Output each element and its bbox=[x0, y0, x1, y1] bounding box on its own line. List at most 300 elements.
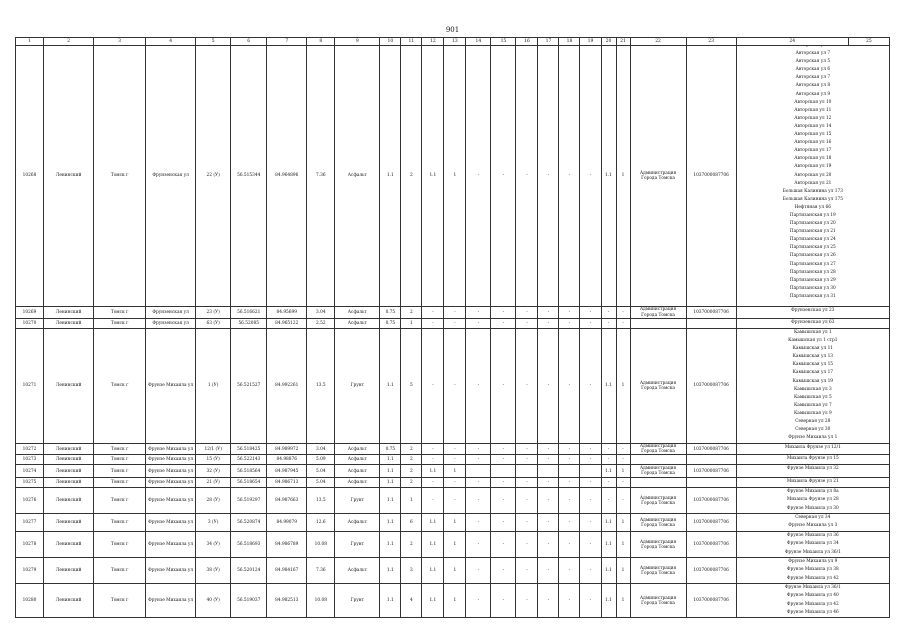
table-cell: - bbox=[601, 478, 616, 488]
address-item: Нефтяная ул 66 bbox=[794, 204, 831, 210]
table-cell: Администрация Города Томска bbox=[630, 465, 686, 478]
table-cell: 1 bbox=[401, 319, 422, 329]
table-row bbox=[16, 307, 890, 319]
table-cell: 1 bbox=[444, 558, 466, 584]
table-cell: 10271 bbox=[16, 329, 44, 444]
table-cell: - bbox=[580, 455, 601, 465]
table-cell: 1 bbox=[444, 465, 466, 478]
table-cell: 1037000087706 bbox=[686, 558, 736, 584]
table-cell: - bbox=[538, 455, 559, 465]
address-list-cell bbox=[736, 488, 889, 514]
table-cell: - bbox=[580, 584, 601, 618]
table-cell: - bbox=[466, 329, 491, 444]
table-cell: 10280 bbox=[16, 584, 44, 618]
table-cell: - bbox=[466, 307, 491, 319]
table-cell: - bbox=[491, 584, 516, 618]
table-cell: 5.04 bbox=[307, 465, 335, 478]
table-cell: 1.1 bbox=[422, 532, 444, 558]
table-cell: - bbox=[444, 329, 466, 444]
table-cell: 1.1 bbox=[380, 584, 401, 618]
column-header: 11 bbox=[401, 38, 422, 46]
table-cell: Фрунзе Михаила ул bbox=[146, 478, 196, 488]
table-cell: 1 bbox=[616, 532, 630, 558]
table-cell: - bbox=[580, 319, 601, 329]
address-item: Фрунзе Михаила ул 42 bbox=[786, 601, 839, 607]
table-cell: - bbox=[616, 488, 630, 514]
page-number: 901 bbox=[445, 26, 460, 34]
column-header: 25 bbox=[848, 38, 889, 46]
table-cell: Томск г bbox=[94, 455, 146, 465]
table-cell: 13.5 bbox=[307, 488, 335, 514]
table-cell: - bbox=[466, 488, 491, 514]
table-cell: - bbox=[559, 478, 580, 488]
table-cell: - bbox=[601, 444, 616, 455]
address-item: Михаила Фрунзе ул 12/1 bbox=[784, 445, 841, 450]
table-cell: 22 (У) bbox=[196, 46, 231, 307]
address-item: Партизанская ул 21 bbox=[789, 229, 836, 235]
address-item: Северная ул 34 bbox=[795, 515, 831, 521]
table-cell: - bbox=[444, 319, 466, 329]
table-row bbox=[16, 455, 890, 465]
address-list-cell bbox=[736, 46, 889, 307]
table-cell: - bbox=[580, 488, 601, 514]
table-cell: Грунт bbox=[335, 488, 380, 514]
table-cell: - bbox=[444, 488, 466, 514]
table-cell: - bbox=[538, 444, 559, 455]
address-item: Михаила Фрунзе ул 28 bbox=[786, 497, 839, 503]
address-item: Партизанская ул 19 bbox=[789, 212, 836, 218]
address-item: Камышская ул 17 bbox=[792, 370, 834, 376]
table-cell: - bbox=[616, 307, 630, 319]
table-cell: - bbox=[491, 558, 516, 584]
address-item: Камышская ул 15 bbox=[792, 362, 834, 368]
table-cell: 1.1 bbox=[601, 558, 616, 584]
table-cell: 84.99079 bbox=[267, 514, 307, 532]
address-item: Камышская ул 9 bbox=[793, 410, 832, 416]
table-cell: Томск г bbox=[94, 514, 146, 532]
table-cell bbox=[686, 478, 736, 488]
table-cell: Ленинский bbox=[44, 584, 94, 618]
table-cell: 7.36 bbox=[307, 558, 335, 584]
table-cell: 1 bbox=[616, 46, 630, 307]
table-cell: 84.982513 bbox=[267, 584, 307, 618]
table-cell: 1037000087706 bbox=[686, 514, 736, 532]
table-cell: Ленинский bbox=[44, 319, 94, 329]
address-item: Авторская ул 19 bbox=[794, 164, 832, 170]
table-cell: Ленинский bbox=[44, 307, 94, 319]
table-cell: - bbox=[444, 455, 466, 465]
column-header: 7 bbox=[267, 38, 307, 46]
address-item: Партизанская ул 29 bbox=[789, 277, 836, 283]
table-cell: 7.36 bbox=[307, 46, 335, 307]
table-cell: Грунт bbox=[335, 584, 380, 618]
table-cell: - bbox=[580, 444, 601, 455]
table-cell bbox=[516, 465, 538, 478]
table-cell: 56.518564 bbox=[231, 465, 267, 478]
table-cell: Администрация Города Томска bbox=[630, 307, 686, 319]
table-cell: 10277 bbox=[16, 514, 44, 532]
table-cell: 56.519037 bbox=[231, 584, 267, 618]
table-cell: Ленинский bbox=[44, 46, 94, 307]
table-cell: Томск г bbox=[94, 307, 146, 319]
table-cell: - bbox=[538, 319, 559, 329]
address-list-cell bbox=[736, 514, 889, 532]
table-cell: - bbox=[466, 514, 491, 532]
table-row bbox=[16, 584, 890, 618]
table-cell: 2 bbox=[401, 532, 422, 558]
table-cell: - bbox=[538, 584, 559, 618]
table-cell: Администрация Города Томска bbox=[630, 584, 686, 618]
table-cell: Томск г bbox=[94, 329, 146, 444]
address-item: Камышская ул 5 bbox=[793, 394, 832, 400]
table-cell: 10279 bbox=[16, 558, 44, 584]
table-cell: 3.04 bbox=[307, 307, 335, 319]
table-cell: 1 bbox=[444, 532, 466, 558]
address-item: Фрунзе Михаила ул 34 bbox=[786, 541, 839, 547]
table-cell: - bbox=[422, 488, 444, 514]
table-cell: Томск г bbox=[94, 532, 146, 558]
column-header: 1 bbox=[16, 38, 44, 46]
table-cell: - bbox=[516, 514, 538, 532]
table-cell: Ленинский bbox=[44, 465, 94, 478]
address-item: Партизанская ул 26 bbox=[789, 253, 836, 259]
table-cell: - bbox=[491, 514, 516, 532]
table-row bbox=[16, 465, 890, 478]
address-item: Северная ул 28 bbox=[795, 419, 831, 425]
address-item: Партизанская ул 24 bbox=[789, 237, 836, 243]
table-cell: Администрация Города Томска bbox=[630, 488, 686, 514]
table-cell: Ленинский bbox=[44, 478, 94, 488]
table-cell: - bbox=[601, 307, 616, 319]
table-cell: - bbox=[580, 558, 601, 584]
address-item: Партизанская ул 25 bbox=[789, 245, 836, 251]
address-item: Большая Калинина ул 173 bbox=[782, 188, 843, 194]
table-cell: - bbox=[444, 307, 466, 319]
table-cell: 10268 bbox=[16, 46, 44, 307]
table-cell: 0.75 bbox=[380, 319, 401, 329]
column-header: 15 bbox=[491, 38, 516, 46]
table-cell: Фрунзе Михаила ул bbox=[146, 455, 196, 465]
address-item: Фрунзе Михаила ул 36 bbox=[786, 533, 839, 539]
column-header: 14 bbox=[466, 38, 491, 46]
column-header: 18 bbox=[559, 38, 580, 46]
address-item: Фрунзе Михаила ул 42 bbox=[786, 575, 839, 581]
table-cell: - bbox=[616, 444, 630, 455]
table-cell: Томск г bbox=[94, 584, 146, 618]
table-cell: - bbox=[538, 488, 559, 514]
address-item: Фрунзе Михаила ул 1 bbox=[788, 435, 838, 441]
table-cell: 1.1 bbox=[601, 465, 616, 478]
address-item: Авторская ул 11 bbox=[794, 107, 832, 113]
table-cell: Асфальт bbox=[335, 455, 380, 465]
table-cell: Фрунзенская ул bbox=[146, 46, 196, 307]
table-cell: 15 (У) bbox=[196, 455, 231, 465]
table-cell: - bbox=[422, 319, 444, 329]
table-cell: 34 (У) bbox=[196, 532, 231, 558]
table-cell: 84.964896 bbox=[267, 46, 307, 307]
table-cell: Томск г bbox=[94, 46, 146, 307]
table-cell: 0.75 bbox=[380, 307, 401, 319]
table-cell: - bbox=[538, 532, 559, 558]
table-cell: 40 (У) bbox=[196, 584, 231, 618]
address-item: Авторская ул 15 bbox=[794, 132, 832, 138]
table-cell: 2 bbox=[401, 465, 422, 478]
table-cell: 1.1 bbox=[601, 584, 616, 618]
address-item: Камышская ул 11 bbox=[792, 346, 834, 352]
table-cell: Фрунзе Михаила ул bbox=[146, 558, 196, 584]
table-cell: - bbox=[538, 514, 559, 532]
column-header: 13 bbox=[444, 38, 466, 46]
table-cell: 10269 bbox=[16, 307, 44, 319]
address-item: Авторская ул 17 bbox=[794, 148, 832, 154]
table-cell: Администрация Города Томска bbox=[630, 558, 686, 584]
table-cell: Фрунзе Михаила ул bbox=[146, 444, 196, 455]
table-cell: 2 bbox=[401, 455, 422, 465]
table-cell: - bbox=[538, 46, 559, 307]
table-cell: 6 bbox=[401, 514, 422, 532]
table-cell: - bbox=[601, 455, 616, 465]
address-item: Партизанская ул 20 bbox=[789, 221, 836, 227]
table-cell: 5.04 bbox=[307, 478, 335, 488]
address-item: Фрунзенская ул 63 bbox=[791, 320, 835, 325]
table-cell: 38 (У) bbox=[196, 558, 231, 584]
table-cell: - bbox=[516, 478, 538, 488]
table-cell: 1.1 bbox=[422, 558, 444, 584]
address-item: Фрунзе Михаила ул 38 bbox=[786, 567, 839, 573]
table-cell: 10275 bbox=[16, 478, 44, 488]
table-cell: - bbox=[491, 455, 516, 465]
table-cell: - bbox=[559, 455, 580, 465]
table-cell: Ленинский bbox=[44, 558, 94, 584]
address-item: Фрунзе Михаила ул 36/1 bbox=[784, 585, 841, 591]
table-cell: - bbox=[538, 307, 559, 319]
table-cell: Асфальт bbox=[335, 514, 380, 532]
address-item: Авторская ул 10 bbox=[794, 99, 832, 105]
table-cell: - bbox=[422, 307, 444, 319]
table-row bbox=[16, 444, 890, 455]
table-cell bbox=[580, 465, 601, 478]
table-cell: 56.518654 bbox=[231, 478, 267, 488]
column-header: 23 bbox=[686, 38, 736, 46]
address-item: Авторская ул 6 bbox=[795, 67, 831, 73]
header-row bbox=[16, 38, 890, 46]
table-cell: Ленинский bbox=[44, 488, 94, 514]
table-cell: 56.522143 bbox=[231, 455, 267, 465]
table-cell: Администрация Города Томска bbox=[630, 46, 686, 307]
data-table bbox=[15, 37, 890, 618]
address-item: Камышская ул 3 bbox=[793, 386, 832, 392]
table-cell: 1.1 bbox=[422, 46, 444, 307]
table-row bbox=[16, 319, 890, 329]
table-cell: - bbox=[616, 319, 630, 329]
table-cell: 1037000087706 bbox=[686, 46, 736, 307]
table-cell: - bbox=[559, 444, 580, 455]
table-cell: 10278 bbox=[16, 532, 44, 558]
table-cell: 1037000087706 bbox=[686, 329, 736, 444]
table-row bbox=[16, 514, 890, 532]
table-cell: 56.521527 bbox=[231, 329, 267, 444]
address-item: Камышская ул 1 стр1 bbox=[788, 338, 838, 344]
table-cell bbox=[559, 465, 580, 478]
address-item: Партизанская ул 30 bbox=[789, 285, 836, 291]
address-item: Фрунзе Михаила ул 8а bbox=[786, 489, 839, 495]
table-cell: 56.520124 bbox=[231, 558, 267, 584]
table-cell: - bbox=[466, 478, 491, 488]
table-cell: Асфальт bbox=[335, 46, 380, 307]
table-cell: 84.987663 bbox=[267, 488, 307, 514]
table-cell bbox=[686, 319, 736, 329]
address-item: Камышская ул 13 bbox=[792, 354, 834, 360]
table-cell: 56.52085 bbox=[231, 319, 267, 329]
table-cell: - bbox=[616, 478, 630, 488]
table-cell bbox=[686, 455, 736, 465]
table-cell: 56.516621 bbox=[231, 307, 267, 319]
table-cell: 1.1 bbox=[380, 465, 401, 478]
table-cell: 1 bbox=[444, 514, 466, 532]
table-cell: Ленинский bbox=[44, 444, 94, 455]
table-cell: Администрация Города Томска bbox=[630, 329, 686, 444]
table-cell: 1.1 bbox=[380, 46, 401, 307]
table-cell: - bbox=[516, 319, 538, 329]
address-item: Фрунзе Михаила ул 40 bbox=[786, 593, 839, 599]
table-cell: - bbox=[422, 329, 444, 444]
address-item: Фрунзе Михаила ул 3 bbox=[788, 523, 838, 529]
table-cell: - bbox=[466, 444, 491, 455]
table-cell: 32 (У) bbox=[196, 465, 231, 478]
table-cell: 1 bbox=[616, 514, 630, 532]
table-cell: 1.1 bbox=[380, 329, 401, 444]
table-cell: - bbox=[516, 584, 538, 618]
address-item: Фрунзе Михаила ул 32 bbox=[786, 466, 839, 472]
column-header: 2 bbox=[44, 38, 94, 46]
table-cell: - bbox=[444, 444, 466, 455]
table-cell: Фрунзе Михаила ул bbox=[146, 532, 196, 558]
table-cell: 2 bbox=[401, 46, 422, 307]
table-cell: 1037000087706 bbox=[686, 307, 736, 319]
table-cell: 1037000087706 bbox=[686, 465, 736, 478]
table-cell: 1.1 bbox=[380, 532, 401, 558]
address-item: Авторская ул 5 bbox=[795, 59, 831, 65]
address-list-cell bbox=[736, 478, 889, 488]
table-row bbox=[16, 329, 890, 444]
table-cell: Фрунзенская ул bbox=[146, 307, 196, 319]
table-cell: 10.08 bbox=[307, 532, 335, 558]
table-cell: - bbox=[580, 478, 601, 488]
table-cell: - bbox=[516, 488, 538, 514]
table-cell: Фрунзе Михаила ул bbox=[146, 514, 196, 532]
table-cell: 56.515344 bbox=[231, 46, 267, 307]
address-list-cell bbox=[736, 444, 889, 455]
table-cell: - bbox=[422, 478, 444, 488]
table-cell: 63 (У) bbox=[196, 319, 231, 329]
address-list-cell bbox=[736, 584, 889, 618]
table-cell: Ленинский bbox=[44, 532, 94, 558]
table-cell: - bbox=[538, 329, 559, 444]
table-cell: - bbox=[559, 584, 580, 618]
table-cell: 84.987945 bbox=[267, 465, 307, 478]
table-cell: 10274 bbox=[16, 465, 44, 478]
table-cell: 1 bbox=[444, 584, 466, 618]
table-cell: 56.519297 bbox=[231, 488, 267, 514]
table-row bbox=[16, 478, 890, 488]
column-header: 8 bbox=[307, 38, 335, 46]
table-cell: 84.98876 bbox=[267, 455, 307, 465]
table-cell: 12.6 bbox=[307, 514, 335, 532]
table-cell: 1.1 bbox=[422, 465, 444, 478]
column-header: 19 bbox=[580, 38, 601, 46]
column-header: 4 bbox=[146, 38, 196, 46]
address-list-cell bbox=[736, 558, 889, 584]
table-cell: - bbox=[516, 455, 538, 465]
address-item: Авторская ул 7 bbox=[795, 75, 831, 81]
address-list-cell bbox=[736, 329, 889, 444]
table-cell: Фрунзе Михаила ул bbox=[146, 329, 196, 444]
address-item: Фрунзе Михаила ул 46 bbox=[786, 609, 839, 615]
table-cell: - bbox=[559, 558, 580, 584]
table-cell: 5 bbox=[401, 329, 422, 444]
table-cell: 10270 bbox=[16, 319, 44, 329]
table-cell bbox=[491, 465, 516, 478]
table-cell: Фрунзенская ул bbox=[146, 319, 196, 329]
table-cell: - bbox=[559, 46, 580, 307]
column-header: 12 bbox=[422, 38, 444, 46]
column-header: 9 bbox=[335, 38, 380, 46]
table-cell: Томск г bbox=[94, 478, 146, 488]
address-item: Фрунзенская ул 23 bbox=[791, 308, 835, 313]
address-list-cell bbox=[736, 465, 889, 478]
table-cell: - bbox=[580, 329, 601, 444]
table-cell: Ленинский bbox=[44, 514, 94, 532]
table-cell: 84.989972 bbox=[267, 444, 307, 455]
table-cell: 1 (У) bbox=[196, 329, 231, 444]
address-item: Авторская ул 7 bbox=[795, 51, 831, 57]
table-cell: 3.04 bbox=[307, 444, 335, 455]
table-cell bbox=[630, 455, 686, 465]
table-cell: - bbox=[466, 319, 491, 329]
table-cell: Асфальт bbox=[335, 319, 380, 329]
column-header: 16 bbox=[516, 38, 538, 46]
table-cell: 1 bbox=[616, 584, 630, 618]
table-cell: Администрация Города Томска bbox=[630, 444, 686, 455]
table-cell: Томск г bbox=[94, 558, 146, 584]
table-cell: 3 (У) bbox=[196, 514, 231, 532]
table-cell: Ленинский bbox=[44, 455, 94, 465]
address-item: Большая Калинина ул 175 bbox=[782, 196, 843, 202]
table-cell: Асфальт bbox=[335, 307, 380, 319]
column-header: 17 bbox=[538, 38, 559, 46]
table-cell: - bbox=[491, 307, 516, 319]
table-cell: 3 bbox=[401, 558, 422, 584]
table-cell: 1.1 bbox=[380, 455, 401, 465]
table-row bbox=[16, 558, 890, 584]
table-cell: 56.518693 bbox=[231, 532, 267, 558]
table-cell: - bbox=[516, 558, 538, 584]
table-cell: - bbox=[580, 307, 601, 319]
table-cell: Асфальт bbox=[335, 558, 380, 584]
table-cell: - bbox=[491, 46, 516, 307]
address-item: Фрунзе Михаила ул 30 bbox=[786, 505, 839, 511]
table-cell: - bbox=[466, 584, 491, 618]
address-item: Партизанская ул 27 bbox=[789, 261, 836, 267]
table-cell: - bbox=[491, 488, 516, 514]
table-cell: Асфальт bbox=[335, 444, 380, 455]
table-cell: - bbox=[616, 455, 630, 465]
table-cell: 0.75 bbox=[380, 444, 401, 455]
address-item: Авторская ул 16 bbox=[794, 140, 832, 146]
table-cell: 2 bbox=[401, 478, 422, 488]
table-cell: 1.1 bbox=[422, 514, 444, 532]
table-cell: - bbox=[422, 444, 444, 455]
